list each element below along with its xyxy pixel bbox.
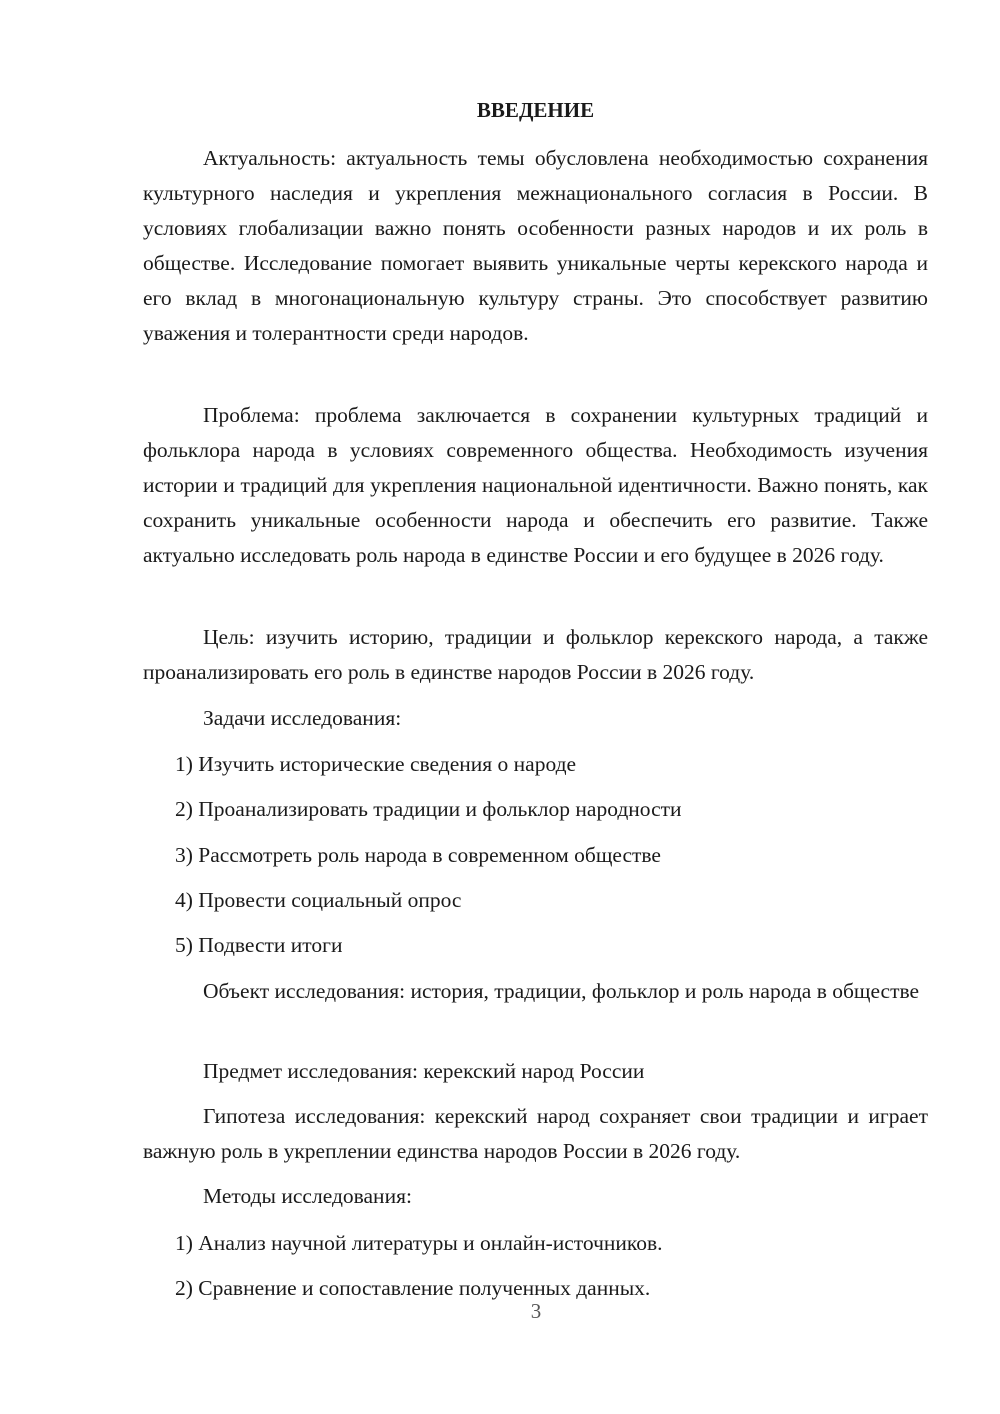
task-item: 4) Провести социальный опрос (175, 888, 462, 912)
paragraph-problem: Проблема: проблема заключается в сохранении культурных традиций и фольклора народа в условиях современного общества. Необходимость изучения истории и традиций для укрепления национальной идентичности. Важно понять, как сохранить уникальные особенности народа и обеспечить его развитие. Также актуально исследовать роль народа в единстве России и его будущее в 2026 году. (143, 403, 928, 568)
methods-heading: Методы исследования: (203, 1184, 412, 1208)
method-item: 1) Анализ научной литературы и онлайн-источников. (175, 1231, 663, 1255)
task-item: 3) Рассмотреть роль народа в современном обществе (175, 843, 661, 867)
paragraph-goal: Цель: изучить историю, традиции и фольклор керекского народа, а также проанализировать его роль в единстве народов России в 2026 году. (143, 625, 928, 685)
page-number: 3 (530, 1299, 542, 1323)
paragraph-relevance: Актуальность: актуальность темы обусловлена необходимостью сохранения культурного наследия и укрепления межнационального согласия в России. В условиях глобализации важно понять особенности разных народов и их роль в обществе. Исследование помогает выявить уникальные черты керекского народа и его вклад в многонациональную культуру страны. Это способствует развитию уважения и толерантности среди народов. (143, 146, 928, 346)
page-title: ВВЕДЕНИЕ (476, 98, 595, 122)
task-item: 2) Проанализировать традиции и фольклор народности (175, 797, 682, 821)
task-item: 5) Подвести итоги (175, 933, 343, 957)
paragraph-hypothesis: Гипотеза исследования: керекский народ сохраняет свои традиции и играет важную роль в укреплении единства народов России в 2026 году. (143, 1104, 928, 1164)
subject-line: Предмет исследования: керекский народ России (203, 1059, 645, 1083)
task-item: 1) Изучить исторические сведения о народе (175, 752, 577, 776)
tasks-heading: Задачи исследования: (203, 706, 402, 730)
paragraph-object: Объект исследования: история, традиции, фольклор и роль народа в обществе (203, 979, 920, 1003)
method-item: 2) Сравнение и сопоставление полученных данных. (175, 1276, 651, 1300)
